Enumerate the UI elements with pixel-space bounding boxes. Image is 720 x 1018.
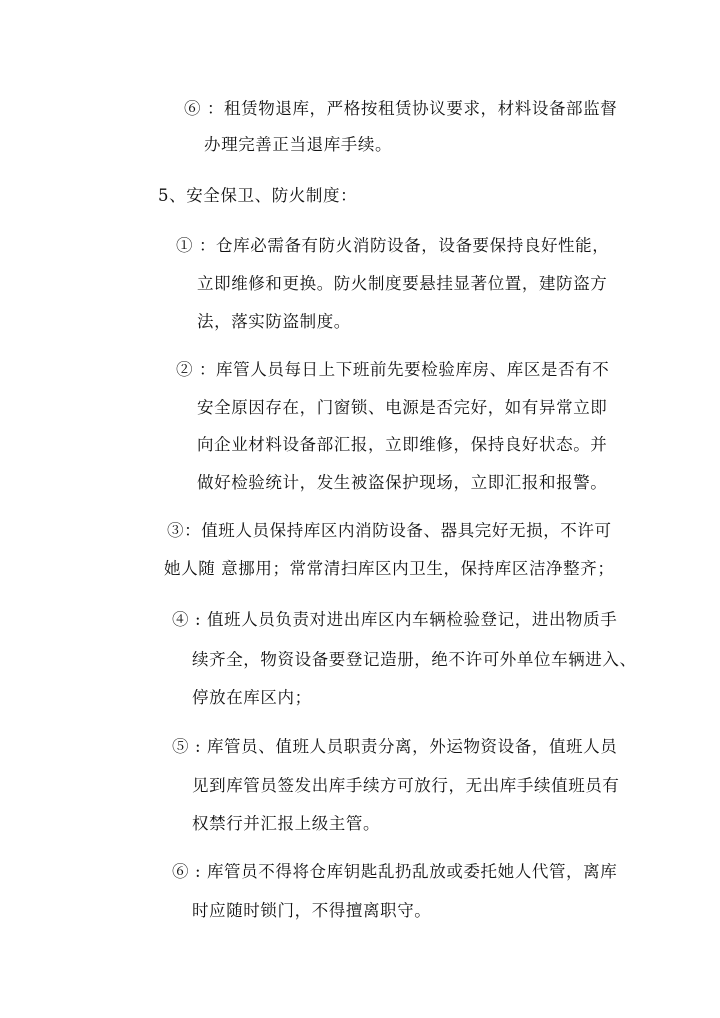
paragraph-line: 法，落实防盗制度。 — [197, 312, 351, 331]
paragraph-line: ④ : 值班人员负责对进出库区内车辆检验登记，进出物质手 — [172, 610, 618, 629]
paragraph-line: ⑥ : 库管员不得将仓库钥匙乱扔乱放或委托她人代管，离库 — [172, 862, 618, 881]
paragraph-line: 时应随时锁门，不得擅离职守。 — [192, 901, 432, 920]
paragraph-line: ⑥ ：租赁物退库，严格按租赁协议要求，材料设备部监督 — [184, 99, 618, 118]
section-heading: 5、安全保卫、防火制度： — [158, 186, 358, 205]
paragraph-line: ⑤ : 库管员、值班人员职责分离，外运物资设备，值班人员 — [172, 737, 618, 756]
paragraph-line: 做好检验统计，发生被盗保护现场，立即汇报和报警。 — [197, 473, 608, 492]
paragraph-line: 她人随 意挪用；常常清扫库区内卫生，保持库区洁净整齐； — [164, 559, 615, 578]
paragraph-line: 续齐全，物资设备要登记造册，绝不许可外单位车辆进入、 — [192, 650, 637, 669]
paragraph-line: 停放在库区内； — [192, 688, 312, 707]
paragraph-line: 权禁行并汇报上级主管。 — [192, 814, 381, 833]
paragraph-line: ③：值班人员保持库区内消防设备、器具完好无损，不许可 — [167, 521, 612, 540]
paragraph-line: ① ：仓库必需备有防火消防设备，设备要保持良好性能， — [176, 236, 610, 255]
paragraph-line: 向企业材料设备部汇报，立即维修，保持良好状态。并 — [197, 435, 608, 454]
paragraph-line: ② ：库管人员每日上下班前先要检验库房、库区是否有不 — [176, 360, 610, 379]
paragraph-line: 立即维修和更换。防火制度要悬挂显著位置，建防盗方 — [197, 274, 608, 293]
paragraph-line: 安全原因存在，门窗锁、电源是否完好，如有异常立即 — [197, 398, 608, 417]
paragraph-line: 办理完善正当退库手续。 — [204, 135, 393, 154]
paragraph-line: 见到库管员签发出库手续方可放行，无出库手续值班员有 — [192, 776, 620, 795]
